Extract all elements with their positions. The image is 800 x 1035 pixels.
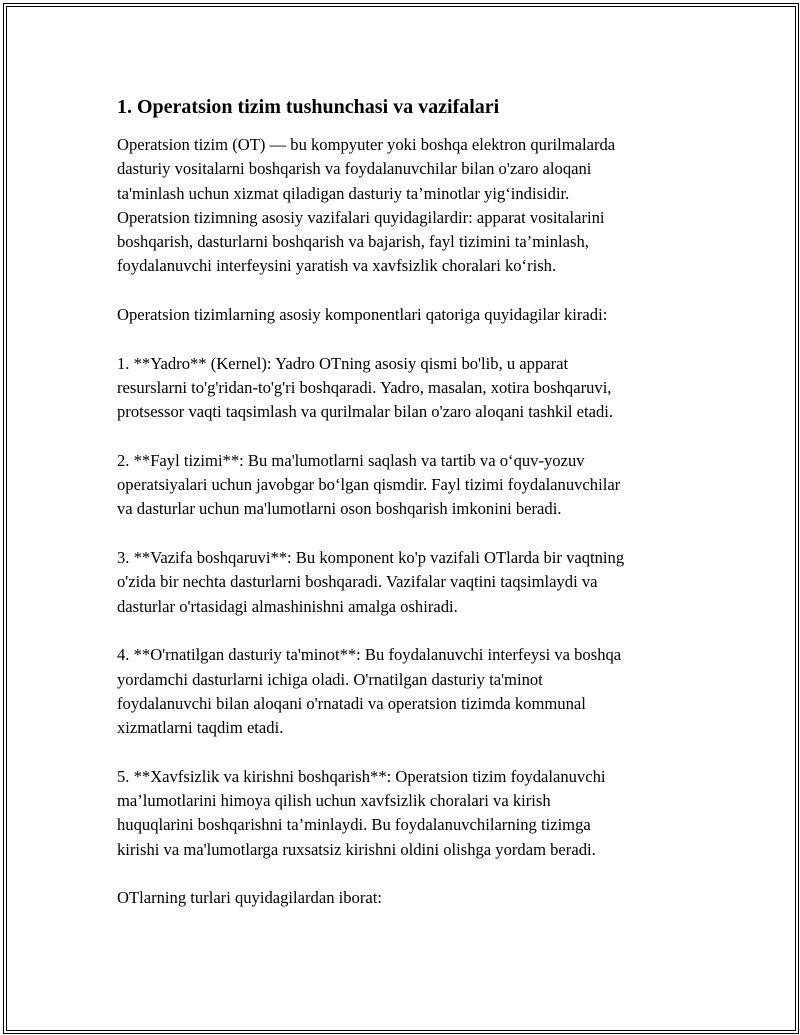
text-line: dasturiy vositalarni boshqarish va foydalanuvchilar bilan o'zaro aloqani — [117, 159, 592, 179]
paragraph-security — [117, 765, 717, 862]
text-line: 1. **Yadro** (Kernel): Yadro OTning asosiy qismi bo'lib, u apparat — [117, 353, 569, 373]
text-line: xizmatlarni taqdim etadi. — [117, 718, 284, 738]
paragraph-task-management — [117, 546, 717, 619]
text-line: Operatsion tizimlarning asosiy komponentlari qatoriga quyidagilar kiradi: — [117, 305, 608, 325]
text-line: Operatsion tizimning asosiy vazifalari quyidagilardir: apparat vositalarini — [117, 207, 605, 227]
text-line: yordamchi dasturlarni ichiga oladi. O'rnatilgan dasturiy ta'minot — [117, 669, 543, 689]
text-line: 4. **O'rnatilgan dasturiy ta'minot**: Bu foydalanuvchi interfeysi va boshqa — [117, 645, 622, 665]
text-line: resurslarni to'g'ridan-to'g'ri boshqaradi. Yadro, masalan, xotira boshqaruvi, — [117, 377, 612, 397]
text-line: 2. **Fayl tizimi**: Bu ma'lumotlarni saqlash va tartib va o‘quv-yozuv — [117, 450, 585, 470]
text-line: va dasturlar uchun ma'lumotlarni oson boshqarish imkonini beradi. — [117, 499, 562, 519]
text-line: ta'minlash uchun xizmat qiladigan dasturiy ta’minotlar yig‘indisidir. — [117, 183, 570, 203]
text-line: foydalanuvchi bilan aloqani o'rnatadi va operatsion tizimda kommunal — [117, 693, 586, 713]
text-line: OTlarning turlari quyidagilardan iborat: — [117, 888, 382, 908]
text-line: protsessor vaqti taqsimlash va qurilmalar bilan o'zaro aloqani tashkil etadi. — [117, 402, 614, 422]
text-line: o'zida bir nechta dasturlarni boshqaradi. Vazifalar vaqtini taqsimlaydi va — [117, 572, 598, 592]
text-line: boshqarish, dasturlarni boshqarish va bajarish, fayl tizimini ta’minlash, — [117, 232, 589, 252]
text-line: dasturlar o'rtasidagi almashinishni amalga oshiradi. — [117, 596, 458, 616]
text-line: ma’lumotlarini himoya qilish uchun xavfsizlik choralari va kirish — [117, 791, 551, 811]
section-heading: 1. Operatsion tizim tushunchasi va vazifalari — [117, 96, 500, 118]
text-line: 5. **Xavfsizlik va kirishni boshqarish**: Operatsion tizim foydalanuvchi — [117, 766, 606, 786]
text-line: foydalanuvchi interfeysini yaratish va xavfsizlik choralari ko‘rish. — [117, 256, 557, 276]
paragraph-components-intro — [117, 303, 717, 327]
paragraph-file-system — [117, 449, 717, 522]
text-line: kirishi va ma'lumotlarga ruxsatsiz kirishni oldini olishga yordam beradi. — [117, 839, 596, 859]
paragraph-kernel — [117, 352, 717, 425]
paragraph-builtin-software — [117, 643, 717, 740]
paragraph-os-types — [117, 886, 717, 910]
text-line: operatsiyalari uchun javobgar bo‘lgan qismdir. Fayl tizimi foydalanuvchilar — [117, 475, 621, 495]
text-line: huquqlarini boshqarishni ta’minlaydi. Bu foydalanuvchilarning tizimga — [117, 815, 591, 835]
text-line: Operatsion tizim (OT) — bu kompyuter yoki boshqa elektron qurilmalarda — [117, 135, 616, 154]
paragraph-intro — [117, 133, 717, 279]
text-line: 3. **Vazifa boshqaruvi**: Bu komponent ko'p vazifali OTlarda bir vaqtning — [117, 548, 625, 568]
document-body — [117, 93, 717, 935]
